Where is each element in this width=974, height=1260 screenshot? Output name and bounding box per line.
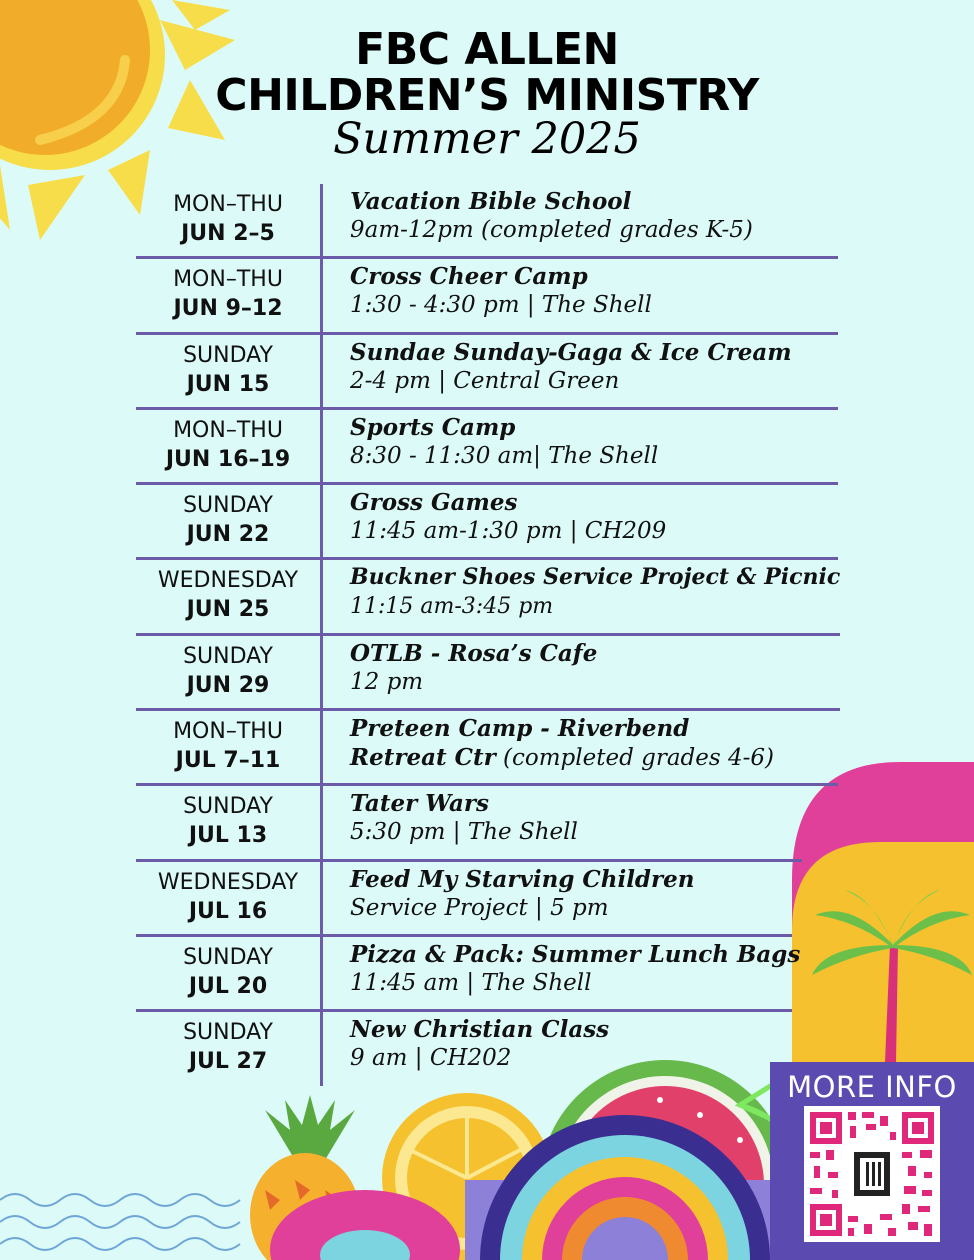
schedule-row [136, 711, 840, 786]
schedule-row [136, 937, 840, 1012]
title-line-3: Summer 2025 [333, 114, 641, 164]
schedule-row [136, 485, 840, 560]
event-date-range: JUN 22 [186, 522, 270, 548]
event-details: 8:30 - 11:30 am| The Shell [350, 442, 659, 469]
event-date-range: JUN 9–12 [173, 296, 283, 322]
event-details: 5:30 pm | The Shell [350, 819, 578, 846]
schedule-row [136, 335, 840, 410]
event-name: Pizza & Pack: Summer Lunch Bags [350, 940, 801, 968]
event-date [136, 868, 320, 926]
event-info [350, 338, 850, 396]
event-details-bold: Retreat Ctr [350, 744, 496, 772]
event-info [350, 262, 850, 320]
event-date [136, 416, 320, 474]
event-info [350, 789, 850, 847]
more-info-panel[interactable] [770, 1062, 974, 1260]
title-line-2: CHILDREN’S MINISTRY [215, 70, 759, 121]
event-info [350, 940, 850, 998]
event-day: SUNDAY [183, 1020, 273, 1046]
schedule-row [136, 636, 840, 711]
event-day: SUNDAY [183, 643, 273, 669]
event-date [136, 190, 320, 248]
event-day: SUNDAY [183, 794, 273, 820]
event-details: 2-4 pm | Central Green [350, 367, 620, 394]
schedule-row [136, 184, 840, 259]
event-details: 12 pm [350, 668, 424, 695]
schedule-row [136, 862, 840, 937]
event-details: Service Project | 5 pm [350, 894, 609, 921]
schedule-row [136, 259, 840, 334]
event-day: MON–THU [173, 267, 283, 293]
event-info [350, 563, 850, 621]
qr-code-icon[interactable] [804, 1106, 940, 1242]
event-day: SUNDAY [183, 342, 273, 368]
event-date-range: JUN 29 [186, 672, 270, 698]
more-info-label: MORE INFO [787, 1070, 957, 1104]
event-name: Cross Cheer Camp [350, 263, 588, 291]
event-info [350, 413, 850, 471]
event-date [136, 566, 320, 624]
event-date-range: JUL 13 [188, 823, 268, 849]
event-details: 9 am | CH202 [350, 1045, 512, 1072]
event-name: New Christian Class [350, 1016, 610, 1044]
event-date-range: JUL 27 [188, 1049, 268, 1075]
event-date-range: JUL 7–11 [175, 748, 281, 774]
event-info [350, 639, 850, 697]
event-info [350, 187, 850, 245]
event-info [350, 865, 850, 923]
title-line-1: FBC ALLEN [355, 24, 619, 75]
event-details: 1:30 - 4:30 pm | The Shell [350, 292, 652, 319]
event-info [350, 488, 850, 546]
event-day: MON–THU [173, 192, 283, 217]
schedule-row [136, 786, 840, 861]
event-date-range: JUN 2–5 [181, 221, 275, 246]
event-day: WEDNESDAY [157, 568, 299, 594]
event-name: Vacation Bible School [350, 188, 632, 215]
schedule-row [136, 560, 840, 635]
event-details: (completed grades 4-6) [495, 745, 775, 772]
event-name: Buckner Shoes Service Project & Picnic [350, 564, 841, 591]
event-details: 11:15 am-3:45 pm [350, 594, 554, 620]
event-date-range: JUN 15 [186, 371, 270, 397]
waves-icon [0, 1194, 240, 1250]
event-date [136, 642, 320, 700]
event-name: Tater Wars [350, 790, 489, 818]
event-date-range: JUL 20 [188, 973, 268, 999]
event-date-range: JUN 16–19 [165, 446, 291, 472]
event-details: 11:45 am | The Shell [350, 969, 592, 996]
event-name: OTLB - Rosa’s Cafe [350, 639, 598, 667]
event-day: MON–THU [173, 417, 283, 443]
event-name: Feed My Starving Children [350, 865, 695, 893]
event-details: 9am-12pm (completed grades K-5) [350, 217, 753, 243]
event-date-range: JUN 25 [186, 597, 270, 623]
event-day: MON–THU [173, 719, 283, 745]
event-date [136, 717, 320, 775]
event-day: WEDNESDAY [157, 869, 299, 895]
event-date [136, 792, 320, 850]
event-info [350, 714, 850, 773]
event-date [136, 491, 320, 549]
event-date [136, 1018, 320, 1076]
event-day: SUNDAY [183, 944, 273, 970]
event-name: Sports Camp [350, 413, 516, 441]
event-date [136, 341, 320, 399]
event-date [136, 265, 320, 323]
event-details: 11:45 am-1:30 pm | CH209 [350, 518, 667, 545]
event-day: SUNDAY [183, 493, 273, 519]
event-name: Preteen Camp - Riverbend [350, 715, 690, 743]
event-details-line [350, 743, 850, 773]
schedule [136, 184, 840, 1088]
event-date-range: JUL 16 [188, 898, 268, 924]
event-name: Sundae Sunday-Gaga & Ice Cream [350, 338, 792, 366]
schedule-row [136, 410, 840, 485]
schedule-row [136, 1012, 840, 1087]
event-name: Gross Games [350, 489, 518, 517]
event-date [136, 943, 320, 1001]
